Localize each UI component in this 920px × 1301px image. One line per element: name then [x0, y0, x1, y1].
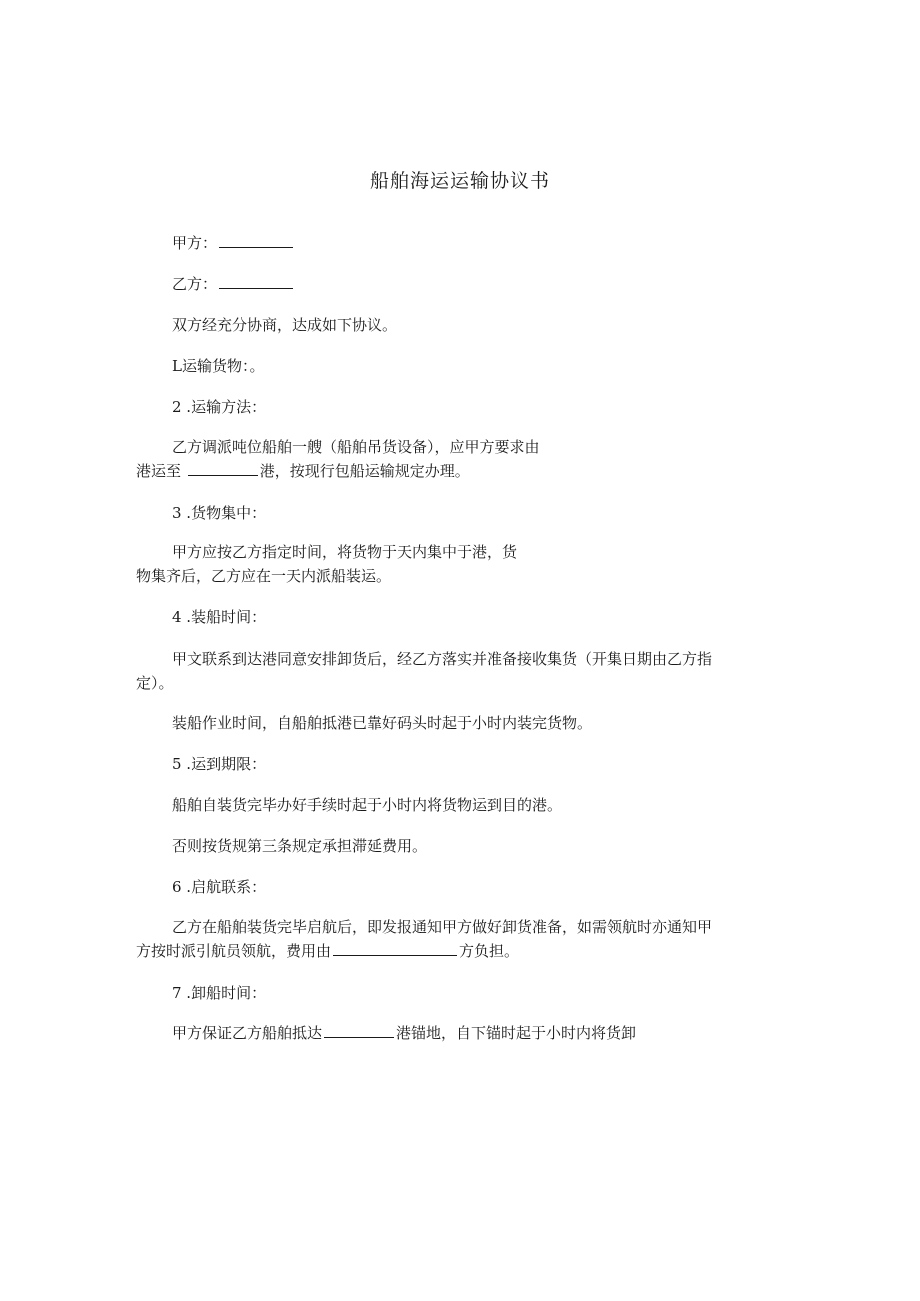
item1-text: L运输货物：。: [172, 357, 265, 375]
item2-line2-a: 港运至: [136, 462, 182, 480]
intro-text: 双方经充分协商，达成如下协议。: [172, 316, 398, 334]
party-b-label: 乙方：: [172, 275, 218, 293]
party-a-label: 甲方：: [172, 234, 218, 252]
item5-line1: 船舶自装货完毕办好手续时起于小时内将货物运到目的港。: [172, 796, 563, 814]
item2-line1: 乙方调派吨位船舶一艘（船舶吊货设备），应甲方要求由: [172, 438, 540, 456]
item6-line2: [136, 941, 519, 961]
item7-line1-b: 港锚地，自下锚时起于小时内将货卸: [396, 1024, 637, 1042]
party-b-blank: [219, 274, 293, 289]
item7-heading: 7 .卸船时间：: [172, 984, 267, 1002]
fee-party-blank: [333, 941, 457, 956]
item5-line2: 否则按货规第三条规定承担滞延费用。: [172, 837, 428, 855]
item5-heading: 5 .运到期限：: [172, 755, 267, 773]
item7-line1-a: 甲方保证乙方船舶抵达: [172, 1024, 323, 1042]
item6-line1: 乙方在船舶装货完毕启航后，即发报通知甲方做好卸货准备，如需领航时亦通知甲: [172, 918, 713, 936]
item4-heading: 4 .装船时间：: [172, 608, 267, 626]
anchorage-port-blank: [324, 1023, 394, 1038]
item4-line2: 定）。: [136, 674, 174, 692]
party-b-line: [172, 274, 295, 294]
item2-line2-b: 港，按现行包船运输规定办理。: [259, 462, 470, 480]
item6-heading: 6 .启航联系：: [172, 878, 267, 896]
party-a-blank: [219, 233, 293, 248]
item3-line2: 物集齐后，乙方应在一天内派船装运。: [136, 567, 392, 585]
item2-heading: 2 .运输方法：: [172, 398, 267, 416]
destination-port-blank: [188, 461, 258, 476]
item6-line2-b: 方负担。: [459, 942, 520, 960]
document-title: 船舶海运运输协议书: [369, 170, 550, 192]
item4-line1: 甲文联系到达港同意安排卸货后，经乙方落实并准备接收集货（开集日期由乙方指: [172, 650, 713, 668]
party-a-line: [172, 233, 295, 253]
item6-line2-a: 方按时派引航员领航，费用由: [136, 942, 332, 960]
item3-line1: 甲方应按乙方指定时间，将货物于天内集中于港，货: [172, 543, 518, 561]
item2-line2: [136, 461, 470, 481]
item7-line1: [172, 1023, 636, 1043]
item3-heading: 3 .货物集中：: [172, 504, 267, 522]
item4-line3: 装船作业时间，自船舶抵港已靠好码头时起于小时内装完货物。: [172, 714, 593, 732]
